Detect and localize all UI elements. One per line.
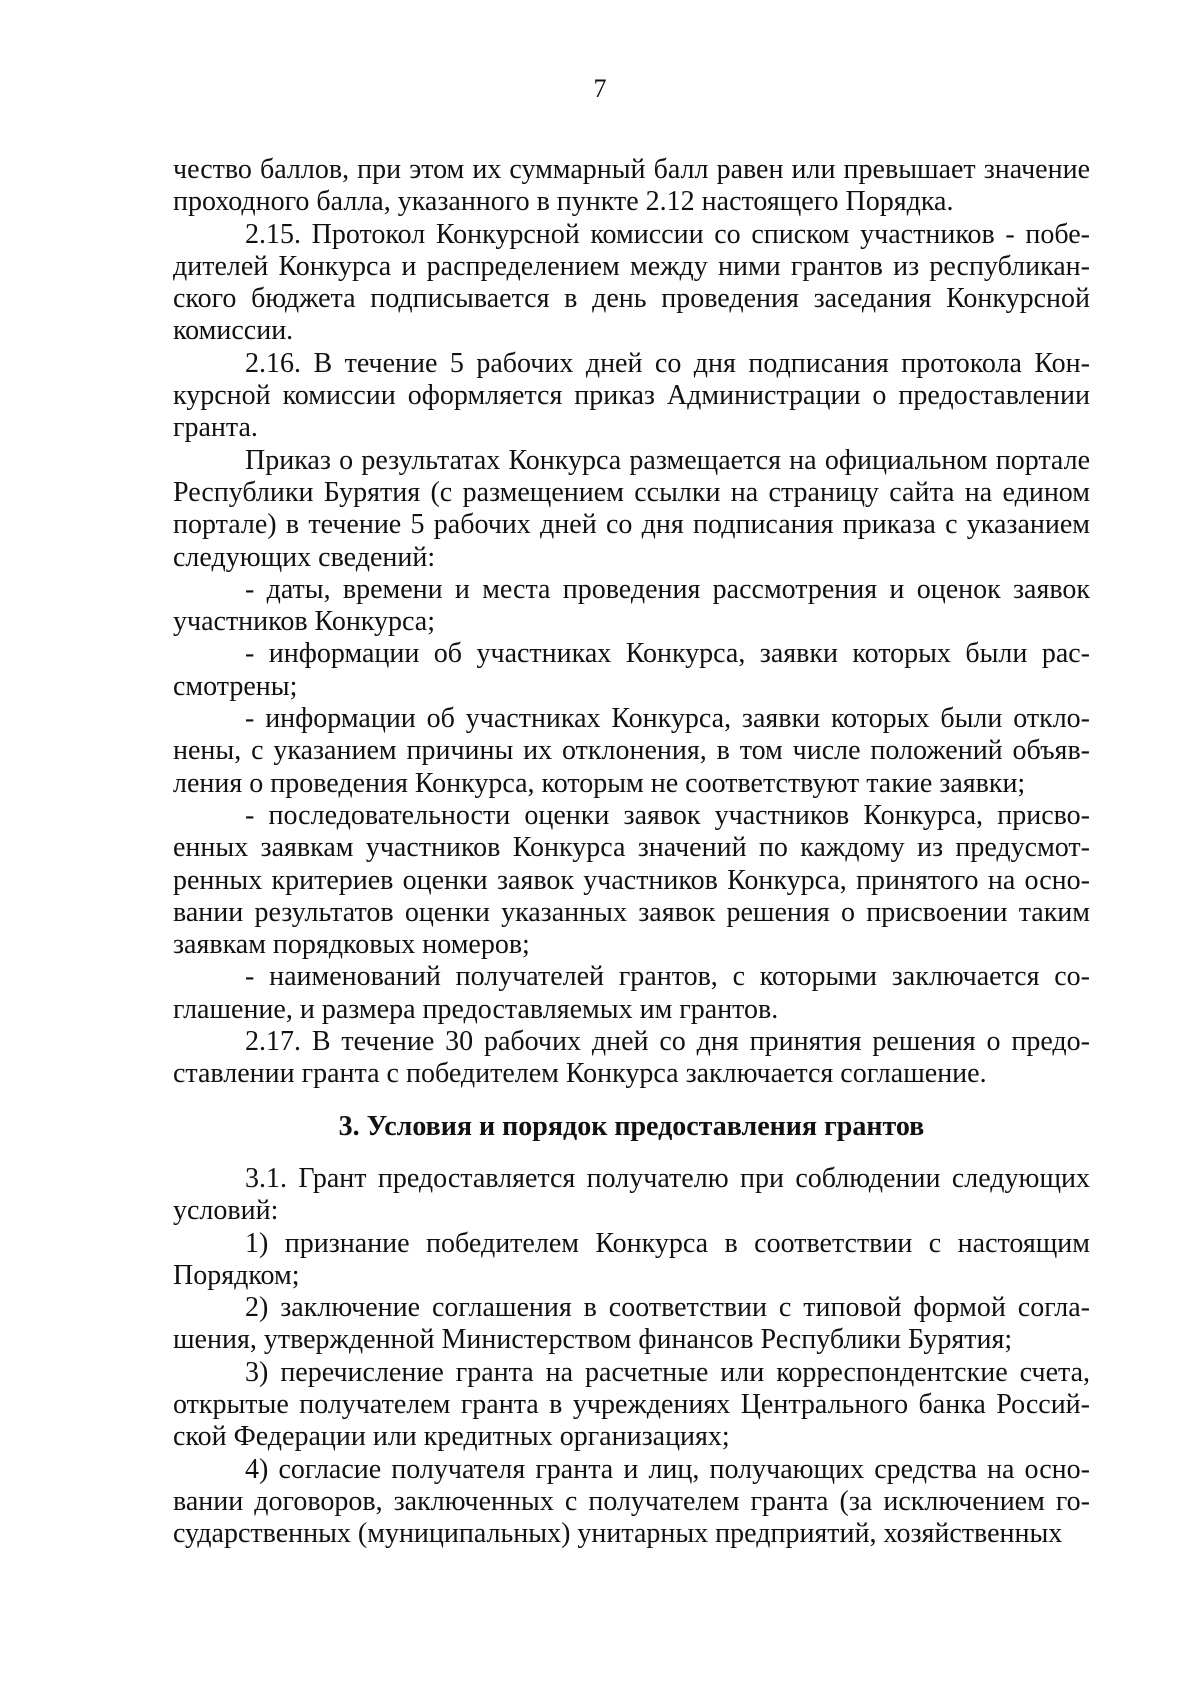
document-body [173,154,1090,1550]
paragraph: 2.16. В течение 5 рабочих дней со дня подписания протокола Конкурсной комиссии оформляется приказ Администрации о предоставлении гранта. [173,347,1090,444]
paragraph: чество баллов, при этом их суммарный балл равен или превышает значение проходного балла, указанного в пункте 2.12 настоящего Порядка. [173,154,1090,218]
page-number: 7 [593,74,607,103]
list-item: 2) заключение соглашения в соответствии с типовой формой соглашения, утвержденной Министерством финансов Республики Бурятия; [173,1292,1090,1356]
section-heading: 3. Условия и порядок предоставления грантов [338,1110,925,1142]
paragraph: 3.1. Грант предоставляется получателю при соблюдении следующих условий: [173,1162,1090,1227]
paragraph: Приказ о результатах Конкурса размещается на официальном портале Республики Бурятия (с размещением ссылки на страницу сайта на едином портале) в течение 5 рабочих дней со дня подписания приказа с указанием следующих сведений: [173,444,1090,573]
list-item: - наименований получателей грантов, с которыми заключается соглашение, и размера предоставляемых им грантов. [173,961,1090,1025]
list-item: 3) перечисление гранта на расчетные или корреспондентские счета, открытые получателем гранта в учреждениях Центрального банка Российской Федерации или кредитных организациях; [173,1356,1090,1453]
paragraph: 2.15. Протокол Конкурсной комиссии со списком участников - победителей Конкурса и распределением между ними грантов из республиканского бюджета подписывается в день проведения заседания Конкурсной комиссии. [173,218,1090,347]
list-item: - даты, времени и места проведения рассмотрения и оценок заявок участников Конкурса; [173,573,1090,638]
list-item: - информации об участниках Конкурса, заявки которых были рассмотрены; [173,638,1090,702]
list-item: 1) признание победителем Конкурса в соответствии с настоящим Порядком; [173,1227,1090,1291]
list-item: - информации об участниках Конкурса, заявки которых были отклонены, с указанием причины их отклонения, в том числе положений объявления о проведения Конкурса, которым не соответствуют такие заявки; [173,703,1090,799]
list-item: - последовательности оценки заявок участников Конкурса, присвоенных заявкам участников Конкурса значений по каждому из предусмотренных критериев оценки заявок участников Конкурса, принятого на основании результатов оценки указанных заявок решения о присвоении таким заявкам порядковых номеров; [173,799,1090,961]
paragraph: 2.17. В течение 30 рабочих дней со дня принятия решения о предоставлении гранта с победителем Конкурса заключается соглашение. [173,1026,1090,1090]
list-item: 4) согласие получателя гранта и лиц, получающих средства на основании договоров, заключенных с получателем гранта (за исключением государственных (муниципальных) унитарных предприятий, хозяйственных [173,1453,1090,1550]
